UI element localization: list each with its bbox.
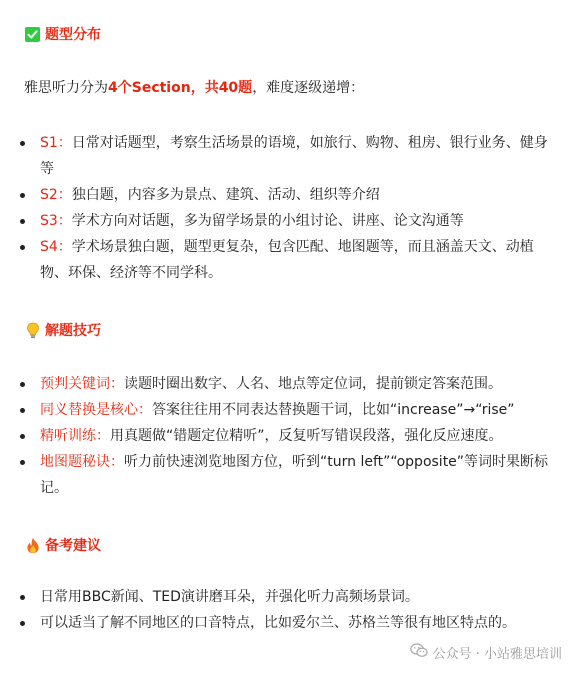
section-title: 备考建议 <box>45 538 101 554</box>
item-tag: S2： <box>40 187 72 203</box>
item-text: 答案往往用不同表达替换题干词，比如“increase”→“rise” <box>152 402 515 418</box>
tips-list <box>0 371 560 501</box>
item-text: 独白题，内容多为景点、建筑、活动、组织等介绍 <box>71 187 380 203</box>
wechat-icon <box>410 643 428 662</box>
item-tag: S4： <box>40 239 72 255</box>
watermark-label: 公众号 · 小站雅思培训 <box>432 647 562 662</box>
list-item <box>0 610 560 636</box>
item-tag: S3： <box>40 213 72 229</box>
lightbulb-icon <box>24 322 41 339</box>
list-item <box>0 182 560 208</box>
list-item <box>0 397 560 423</box>
item-tag: 同义替换是核心： <box>40 402 152 418</box>
list-item <box>0 208 560 234</box>
item-text: 可以适当了解不同地区的口音特点，比如爱尔兰、苏格兰等很有地区特点的。 <box>40 615 516 631</box>
check-mark-icon <box>24 26 41 43</box>
intro-suffix: ，难度逐级递增： <box>252 80 365 96</box>
section-heading-tips <box>24 320 101 340</box>
intro-prefix: 雅思听力分为 <box>24 80 108 96</box>
list-item <box>0 584 560 610</box>
advice-list <box>0 584 560 636</box>
item-text: 学术场景独白题，题型更复杂，包含匹配、地图题等，而且涵盖天文、动植物、环保、经济等不同学科。 <box>40 239 534 281</box>
item-text: 听力前快速浏览地图方位，听到“turn left”“opposite”等词时果断标记。 <box>40 454 549 496</box>
intro-highlight: 4个Section，共40题 <box>108 80 253 96</box>
wechat-watermark <box>410 643 562 662</box>
item-text: 学术方向对话题，多为留学场景的小组讨论、讲座、论文沟通等 <box>71 213 464 229</box>
list-item <box>0 234 560 286</box>
list-item <box>0 423 560 449</box>
item-text: 用真题做“错题定位精听”，反复听写错误段落，强化反应速度。 <box>110 428 503 444</box>
fire-icon <box>24 537 41 554</box>
item-tag: 预判关键词： <box>40 376 124 392</box>
section-title: 解题技巧 <box>45 323 101 339</box>
item-text: 日常用BBC新闻、TED演讲磨耳朵，并强化听力高频场景词。 <box>40 589 419 605</box>
list-item <box>0 371 560 397</box>
intro-paragraph <box>24 78 364 98</box>
list-item <box>0 449 560 501</box>
section-title: 题型分布 <box>45 27 101 43</box>
section-heading-types <box>24 24 101 44</box>
item-text: 读题时圈出数字、人名、地点等定位词，提前锁定答案范围。 <box>124 376 502 392</box>
item-text: 日常对话题型，考察生活场景的语境，如旅行、购物、租房、银行业务、健身等 <box>40 135 548 177</box>
list-item <box>0 130 560 182</box>
type-list <box>0 130 560 286</box>
item-tag: S1： <box>40 135 72 151</box>
section-heading-advice <box>24 535 101 555</box>
item-tag: 地图题秘诀： <box>40 454 124 470</box>
item-tag: 精听训练： <box>40 428 110 444</box>
